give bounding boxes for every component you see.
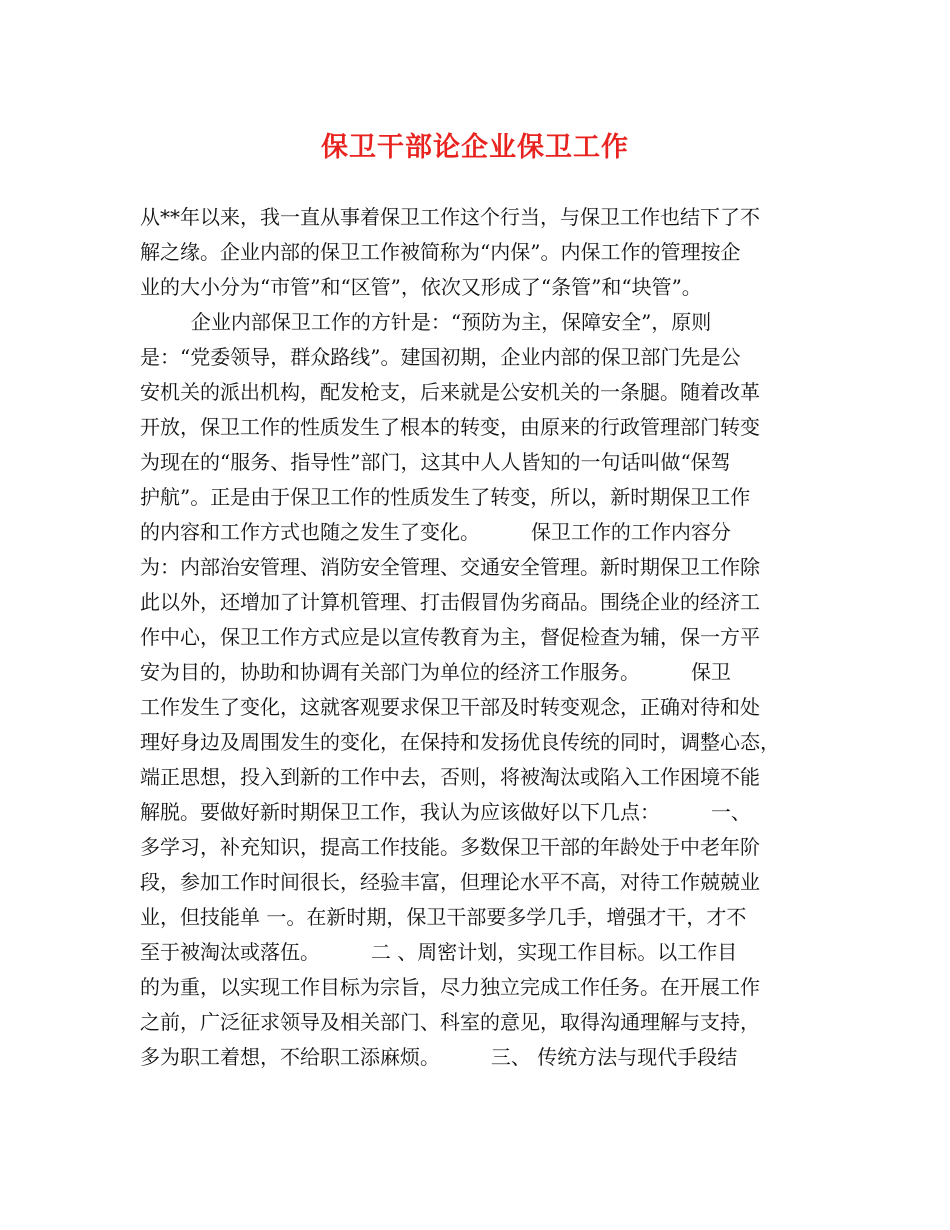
- body-line: 解脱。要做好新时期保卫工作，我认为应该做好以下几点： 一、: [140, 800, 751, 824]
- body-line: 端正思想，投入到新的工作中去，否则，将被淘汰或陷入工作困境不能: [140, 765, 760, 789]
- body-line: 之前，广泛征求领导及相关部门、科室的意见，取得沟通理解与支持，: [140, 1010, 760, 1034]
- body-line: 多为职工着想，不给职工添麻烦。 三、 传统方法与现代手段结: [140, 1045, 738, 1069]
- body-line: 安为目的，协助和协调有关部门为单位的经济工作服务。 保卫: [140, 660, 731, 684]
- body-line: 为：内部治安管理、消防安全管理、交通安全管理。新时期保卫工作除: [140, 555, 760, 579]
- body-line: 作中心，保卫工作方式应是以宣传教育为主，督促检查为辅，保一方平: [140, 625, 760, 649]
- body-line: 业，但技能单 一。在新时期，保卫干部要多学几手，增强才干，才不: [140, 905, 747, 929]
- body-line: 理好身边及周围发生的变化，在保持和发扬优良传统的同时，调整心态，: [140, 730, 780, 754]
- body-line: 的内容和工作方式也随之发生了变化。 保卫工作的工作内容分: [140, 520, 731, 544]
- body-line: 安机关的派出机构，配发枪支，后来就是公安机关的一条腿。随着改革: [140, 380, 760, 404]
- body-line: 段，参加工作时间很长，经验丰富，但理论水平不高，对待工作兢兢业: [140, 870, 760, 894]
- body-line: 此以外，还增加了计算机管理、打击假冒伪劣商品。围绕企业的经济工: [140, 590, 760, 614]
- body-line: 企业内部保卫工作的方针是：“预防为主，保障安全”，原则: [140, 310, 712, 334]
- body-line: 工作发生了变化，这就客观要求保卫干部及时转变观念，正确对待和处: [140, 695, 760, 719]
- body-line: 的为重，以实现工作目标为宗旨，尽力独立完成工作任务。在开展工作: [140, 975, 760, 999]
- body-line: 至于被淘汰或落伍。 二 、周密计划，实现工作目标。以工作目: [140, 940, 738, 964]
- document-body: [140, 200, 820, 1075]
- body-line: 从**年以来，我一直从事着保卫工作这个行当，与保卫工作也结下了不: [140, 205, 760, 229]
- body-line: 护航”。正是由于保卫工作的性质发生了转变，所以，新时期保卫工作: [140, 485, 751, 509]
- body-line: 业的大小分为“市管”和“区管”，依次又形成了“条管”和“块管”。: [140, 275, 702, 299]
- body-line: 是：“党委领导，群众路线”。建国初期，企业内部的保卫部门先是公: [140, 345, 741, 369]
- body-line: 开放，保卫工作的性质发生了根本的转变，由原来的行政管理部门转变: [140, 415, 760, 439]
- body-line: 多学习，补充知识，提高工作技能。多数保卫干部的年龄处于中老年阶: [140, 835, 760, 859]
- body-line: 解之缘。企业内部的保卫工作被简称为“内保”。内保工作的管理按企: [140, 240, 741, 264]
- body-line: 为现在的“服务、指导性”部门，这其中人人皆知的一句话叫做“保驾: [140, 450, 731, 474]
- document-title: 保卫干部论企业保卫工作: [321, 132, 629, 163]
